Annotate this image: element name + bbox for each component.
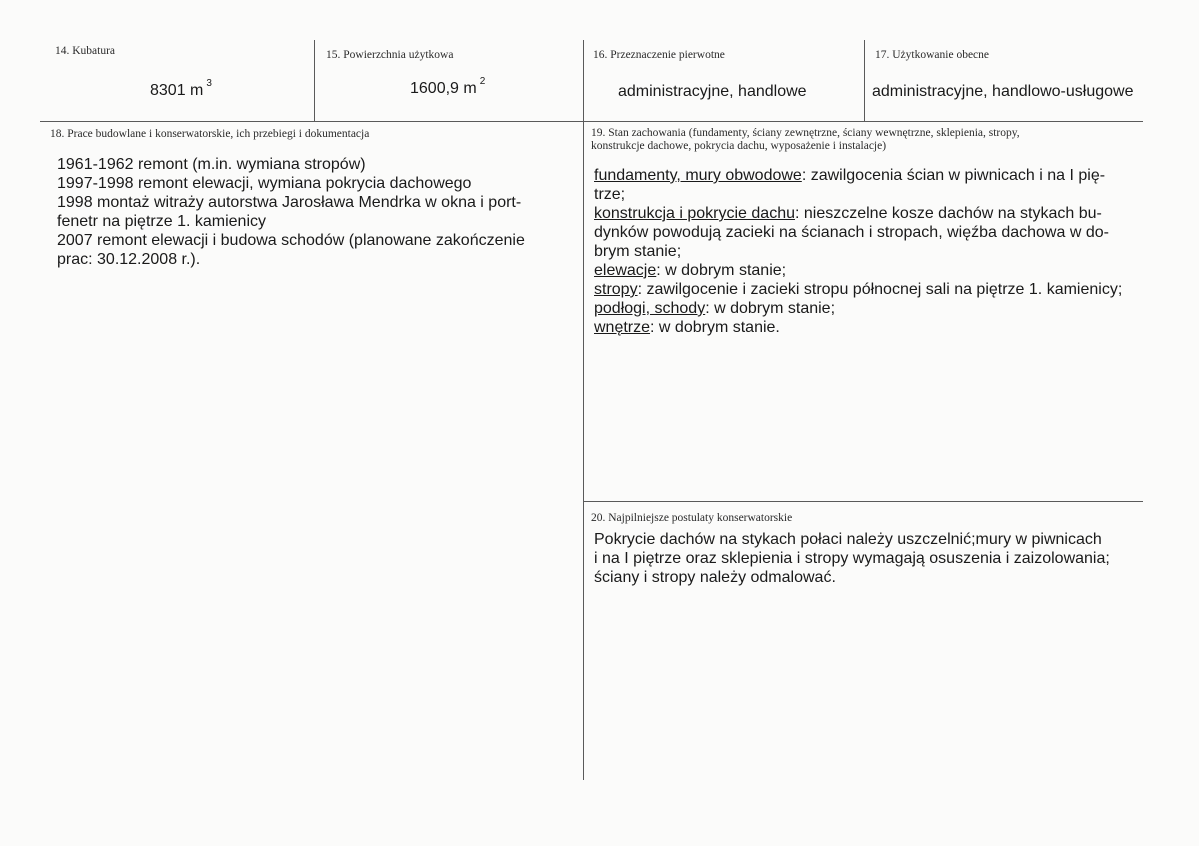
postulates-line: ściany i stropy należy odmalować. xyxy=(594,569,836,586)
condition-line: elewacje: w dobrym stanie; xyxy=(594,262,787,279)
cubature-value: 8301 m $^3$ xyxy=(150,78,212,99)
condition-section-label: 19. Stan zachowania (fundamenty, ściany zewnętrzne, ściany wewnętrzne, sklepienia, stropy, konstrukcje dachowe, pokrycia dachu, wyposażenie i instalacje) xyxy=(591,127,1020,152)
condition-line: konstrukcja i pokrycie dachu: nieszczelne kosze dachów na stykach bu- xyxy=(594,205,1102,222)
section-19-20-divider xyxy=(583,501,1143,502)
original-purpose-value: administracyjne, handlowe xyxy=(618,83,807,100)
condition-line: wnętrze: w dobrym stanie. xyxy=(594,319,780,336)
works-line: 1997-1998 remont elewacji, wymiana pokrycia dachowego xyxy=(57,175,472,192)
works-line: fenetr na piętrze 1. kamienicy xyxy=(57,213,266,230)
center-divider xyxy=(583,40,584,780)
works-line: 1998 montaż witraży autorstwa Jarosława Mendrka w okna i port- xyxy=(57,194,522,211)
condition-key: fundamenty, mury obwodowe xyxy=(594,167,802,184)
condition-key: wnętrze xyxy=(594,319,651,336)
current-use-label: 17. Użytkowanie obecne xyxy=(875,49,990,61)
condition-line: stropy: zawilgocenie i zacieki stropu północnej sali na piętrze 1. kamienicy; xyxy=(594,281,1123,298)
condition-line: podłogi, schody: w dobrym stanie; xyxy=(594,300,836,317)
works-list xyxy=(57,155,572,269)
current-use-value: administracyjne, handlowo-usługowe xyxy=(872,83,1134,100)
original-purpose-label: 16. Przeznaczenie pierwotne xyxy=(593,49,725,61)
top-row-bottom-border xyxy=(40,121,1143,122)
divider-14-15 xyxy=(314,40,315,121)
condition-line: brym stanie; xyxy=(594,243,682,260)
postulates-text xyxy=(594,530,1149,587)
condition-line: dynków powodują zacieki na ścianach i stropach, więźba dachowa w do- xyxy=(594,224,1109,241)
condition-line: fundamenty, mury obwodowe: zawilgocenia ścian w piwnicach i na I pię- xyxy=(594,167,1106,184)
usable-area-label: 15. Powierzchnia użytkowa xyxy=(326,49,454,61)
condition-line: trze; xyxy=(594,186,626,203)
usable-area-value: 1600,9 m $^2$ xyxy=(410,76,486,97)
works-line: 1961-1962 remont (m.in. wymiana stropów) xyxy=(57,156,366,173)
condition-key: konstrukcja i pokrycie dachu xyxy=(594,205,795,222)
condition-key: podłogi, schody xyxy=(594,300,706,317)
works-line: prac: 30.12.2008 r.). xyxy=(57,251,201,268)
postulates-line: i na I piętrze oraz sklepienia i stropy wymagają osuszenia i zaizolowania; xyxy=(594,550,1110,567)
works-line: 2007 remont elewacji i budowa schodów (planowane zakończenie xyxy=(57,232,525,249)
condition-key: elewacje xyxy=(594,262,657,279)
works-section-label: 18. Prace budowlane i konserwatorskie, ich przebiegi i dokumentacja xyxy=(50,128,370,140)
cubature-label: 14. Kubatura xyxy=(55,45,116,57)
divider-16-17 xyxy=(864,40,865,121)
postulates-line: Pokrycie dachów na stykach połaci należy uszczelnić;mury w piwnicach xyxy=(594,531,1102,548)
condition-list xyxy=(594,166,1149,337)
postulates-section-label: 20. Najpilniejsze postulaty konserwatorskie xyxy=(591,512,793,524)
condition-key: stropy xyxy=(594,281,638,298)
